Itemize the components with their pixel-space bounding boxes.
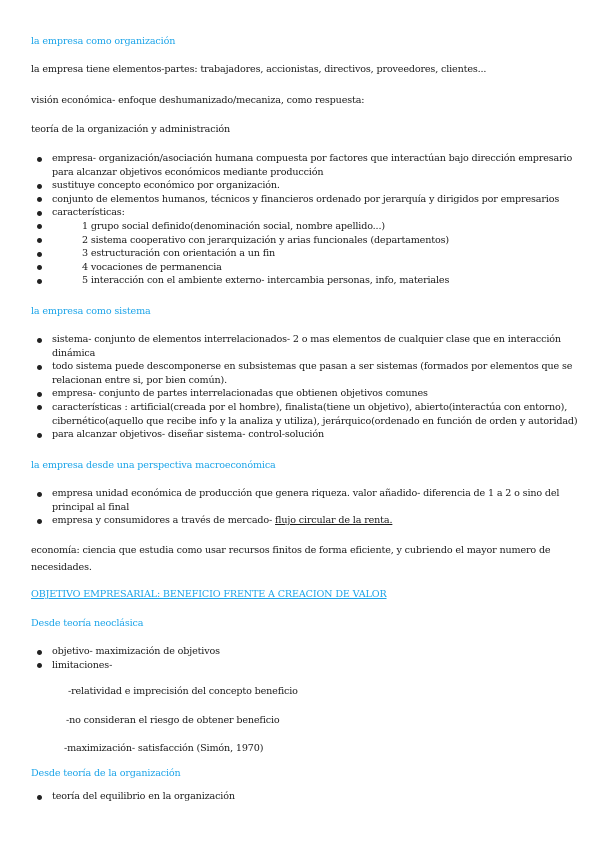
list-item: características: xyxy=(38,206,578,220)
list-item: para alcanzar objetivos- diseñar sistema- control-solución xyxy=(38,428,578,442)
list-macroeconomica xyxy=(38,487,578,528)
heading-objetivo-empresarial-link[interactable]: OBJETIVO EMPRESARIAL: BENEFICIO FRENTE A CREACION DE VALOR xyxy=(31,589,387,600)
sub-item-text: 5 interacción con el ambiente externo- intercambia personas, info, materiales xyxy=(82,275,450,287)
list-item: características : artificial(creada por el hombre), finalista(tiene un objetivo), abierto(interactúa con entorno), cibernético(aquello que recibe info y la analiza y utiliza), jerárquico(ordenado en función de orden y autoridad) xyxy=(38,401,578,428)
list-item xyxy=(38,234,578,248)
list-item: objetivo- maximización de objetivos xyxy=(38,645,578,659)
limitation-item: -relatividad e imprecisión del concepto beneficio xyxy=(68,686,298,697)
list-item: sistema- conjunto de elementos interrelacionados- 2 o mas elementos de cualquier clase que en interacción dinámica xyxy=(38,333,578,360)
list-item xyxy=(38,514,578,528)
sub-item-text: 1 grupo social definido(denominación social, nombre apellido...) xyxy=(82,220,385,232)
sub-item-text: 4 vocaciones de permanencia xyxy=(82,261,222,273)
paragraph-economia: economía: ciencia que estudia como usar recursos finitos de forma eficiente, y cubriendo el mayor numero de necesidades. xyxy=(31,545,551,573)
heading-teoria-organizacion: Desde teoría de la organización xyxy=(31,768,181,779)
list-item: empresa unidad económica de producción que genera riqueza. valor añadido- diferencia de 1 a 2 o sino del principal al final xyxy=(38,487,578,514)
paragraph-vision: visión económica- enfoque deshumanizado/mecaniza, como respuesta: xyxy=(31,95,365,106)
heading-teoria-neoclasica: Desde teoría neoclásica xyxy=(31,618,144,629)
list-item: conjunto de elementos humanos, técnicos y financieros ordenado por jerarquía y dirigidos por empresarios xyxy=(38,193,578,207)
limitation-item: -no consideran el riesgo de obtener beneficio xyxy=(66,715,280,726)
list-item: empresa- organización/asociación humana compuesta por factores que interactúan bajo dirección empresario para alcanzar objetivos económicos mediante producción xyxy=(38,152,578,179)
heading-empresa-organizacion: la empresa como organización xyxy=(31,36,176,47)
heading-empresa-sistema: la empresa como sistema xyxy=(31,306,151,317)
paragraph-teoria: teoría de la organización y administración xyxy=(31,124,231,135)
list-organizacion xyxy=(38,152,578,288)
sub-item-text: 2 sistema cooperativo con jerarquización y arias funcionales (departamentos) xyxy=(82,234,449,246)
sub-item-text: 3 estructuración con orientación a un fin xyxy=(82,248,276,260)
list-item: sustituye concepto económico por organización. xyxy=(38,179,578,193)
list-sistema xyxy=(38,333,578,442)
list-item xyxy=(38,247,578,261)
list-item: teoría del equilibrio en la organización xyxy=(38,790,578,804)
list-item xyxy=(38,274,578,288)
list-neoclasica xyxy=(38,645,578,672)
heading-macroeconomica: la empresa desde una perspectiva macroeconómica xyxy=(31,460,276,471)
paragraph-elementos: la empresa tiene elementos-partes: trabajadores, accionistas, directivos, proveedores, clientes... xyxy=(31,64,487,75)
list-item: todo sistema puede descomponerse en subsistemas que pasan a ser sistemas (formados por elementos que se relacionan entre si, por bien común). xyxy=(38,360,578,387)
list-item xyxy=(38,220,578,234)
list-item: limitaciones- xyxy=(38,659,578,673)
list-item: empresa- conjunto de partes interrelacionadas que obtienen objetivos comunes xyxy=(38,387,578,401)
list-teoria-organizacion xyxy=(38,790,578,804)
flujo-circular-link[interactable]: flujo circular de la renta. xyxy=(275,515,393,527)
list-item xyxy=(38,261,578,275)
limitation-item: -maximización- satisfacción (Simón, 1970) xyxy=(64,743,264,754)
list-item-text: empresa y consumidores a través de mercado- xyxy=(52,515,276,527)
